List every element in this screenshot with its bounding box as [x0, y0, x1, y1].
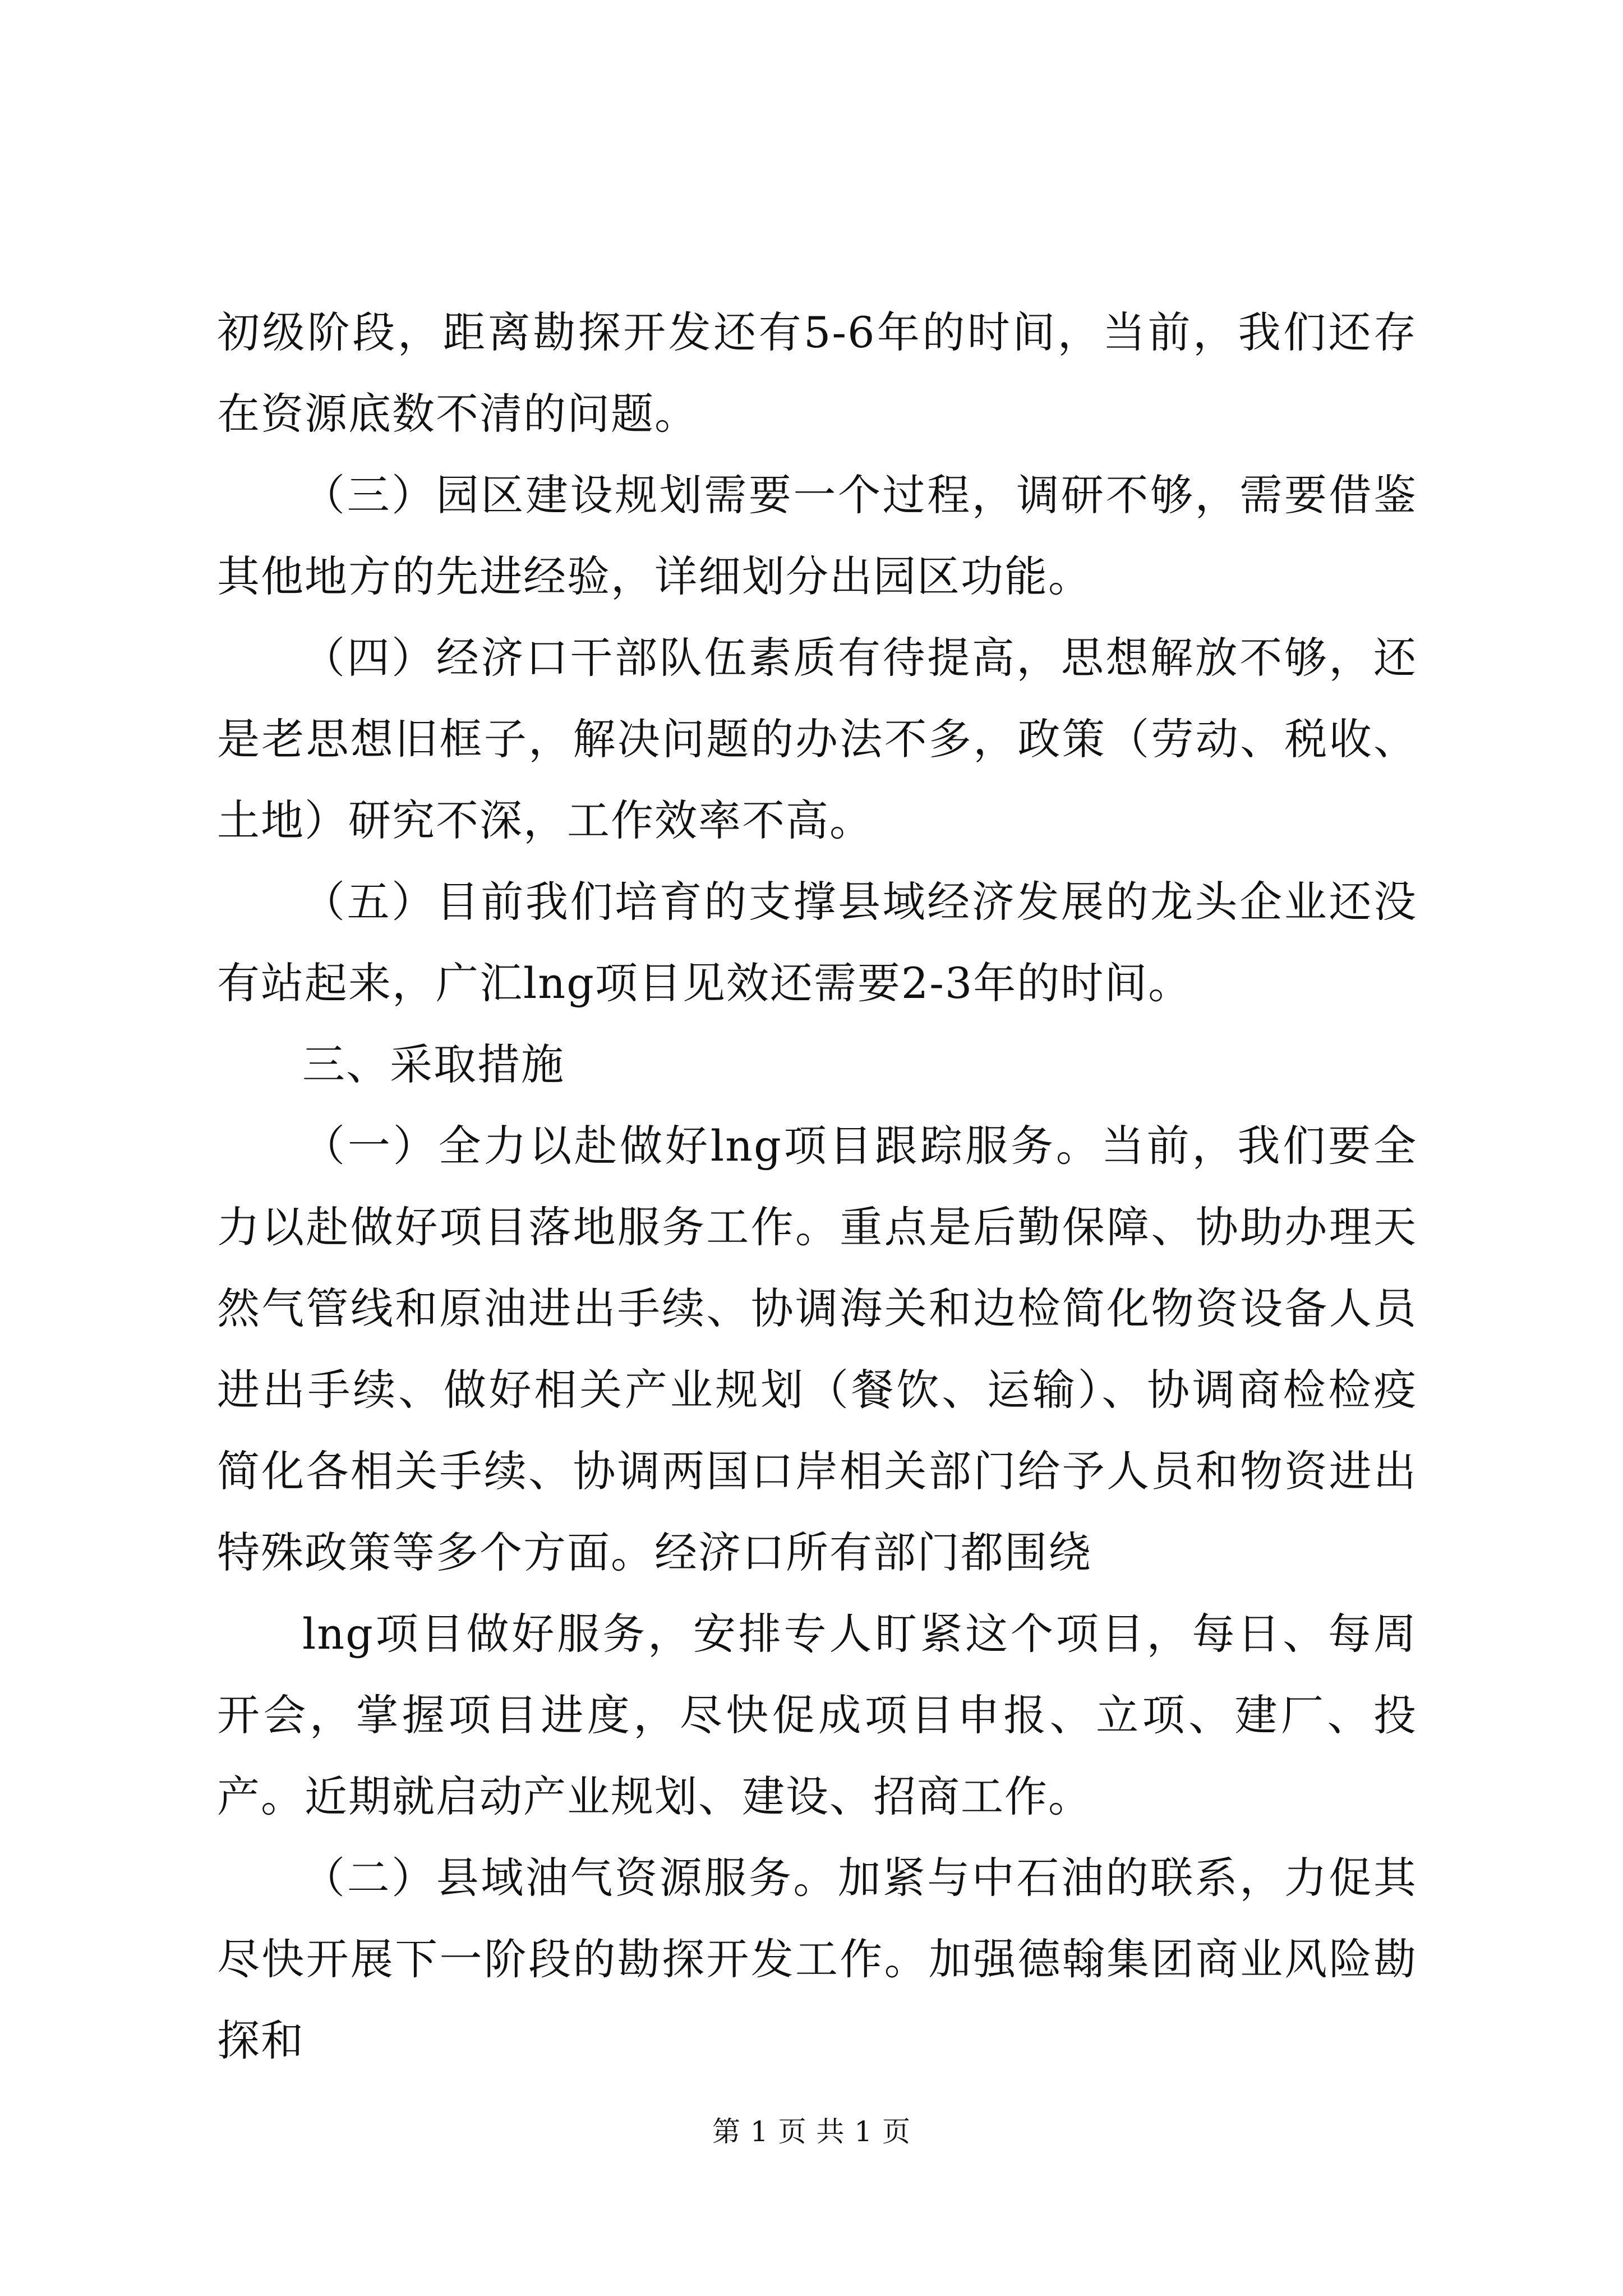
- page-footer: 第 1 页 共 1 页: [712, 2115, 911, 2148]
- paragraph-measure-2: （二）县域油气资源服务。加紧与中石油的联系，力促其尽快开展下一阶段的勘探开发工作。加强德翰集团商业风险勘探和: [217, 1853, 1417, 2065]
- paragraph-item-3: （三）园区建设规划需要一个过程，调研不够，需要借鉴其他地方的先进经验，详细划分出园区功能。: [217, 470, 1417, 601]
- paragraph-item-5: （五）目前我们培育的支撑县域经济发展的龙头企业还没有站起来，广汇lng项目见效还需要2-3年的时间。: [217, 877, 1417, 1008]
- paragraph-measure-1: （一）全力以赴做好lng项目跟踪服务。当前，我们要全力以赴做好项目落地服务工作。重点是后勤保障、协助办理天然气管线和原油进出手续、协调海关和边检简化物资设备人员进出手续、做好相关产业规划（餐饮、运输）、协调商检检疫简化各相关手续、协调两国口岸相关部门给予人员和物资进出特殊政策等多个方面。经济口所有部门都围绕: [217, 1121, 1417, 1577]
- section-heading-measures: 三、采取措施: [302, 1039, 565, 1089]
- paragraph-continuation: 初级阶段，距离勘探开发还有5-6年的时间，当前，我们还存在资源底数不清的问题。: [217, 307, 1417, 439]
- paragraph-item-4: （四）经济口干部队伍素质有待提高，思想解放不够，还是老思想旧框子，解决问题的办法不多，政策（劳动、税收、土地）研究不深，工作效率不高。: [217, 633, 1417, 845]
- paragraph-measure-1-continued: lng项目做好服务，安排专人盯紧这个项目，每日、每周开会，掌握项目进度，尽快促成项目申报、立项、建厂、投产。近期就启动产业规划、建设、招商工作。: [217, 1609, 1417, 1821]
- document-body: [217, 292, 1417, 2081]
